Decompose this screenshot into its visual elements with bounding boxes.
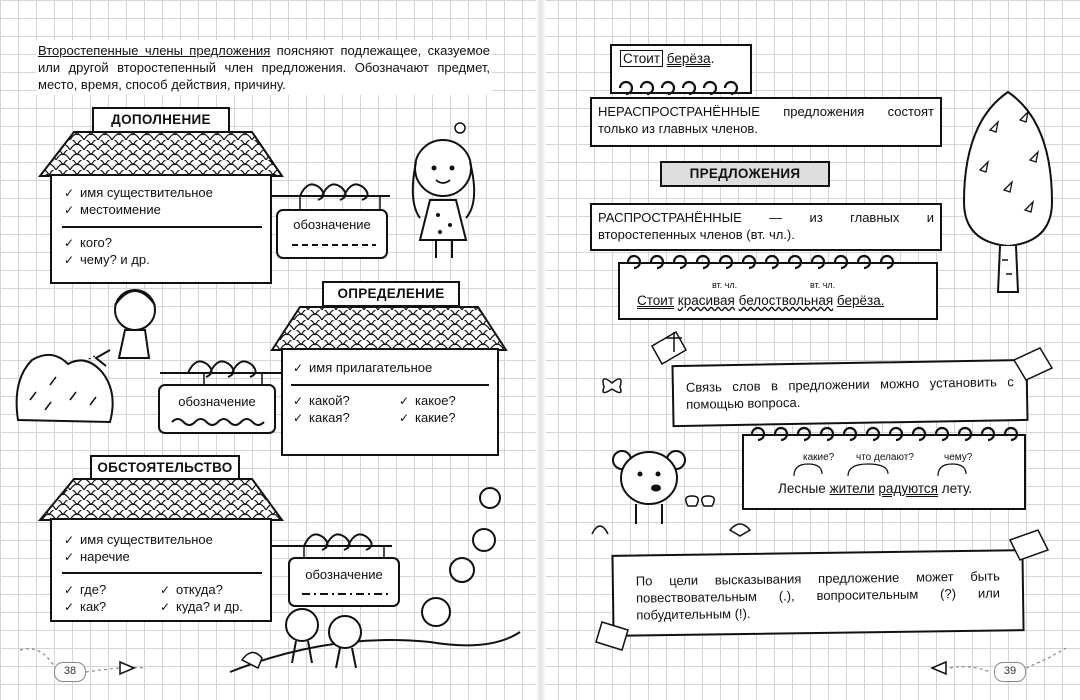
example3-sentence [778, 480, 972, 497]
example3-word3: радуются [878, 481, 938, 496]
example2-label-2: вт. чл. [810, 280, 836, 290]
wavy-line-symbol [172, 418, 264, 426]
obstoyatelstvo-part-2: ✓ наречие [64, 548, 130, 566]
example3-question-1: какие? [803, 452, 835, 463]
nonextended-box [590, 97, 942, 147]
sentences-heading: ПРЕДЛОЖЕНИЯ [660, 161, 830, 187]
book-spine [536, 0, 546, 700]
obstoyatelstvo-question-4: ✓ куда? и др. [160, 598, 243, 616]
dopolnenie-sign [276, 209, 388, 259]
opredelenie-question-2: ✓ какая? [293, 409, 350, 427]
extended-box [590, 203, 942, 251]
obstoyatelstvo-part-1: ✓ имя существительное [64, 531, 213, 549]
divider [62, 572, 262, 574]
opredelenie-part-1: ✓ имя прилагательное [293, 359, 432, 377]
opredelenie-box [281, 348, 499, 456]
example3-notepad [742, 434, 1026, 510]
link-note-box [671, 359, 1028, 427]
obstoyatelstvo-question-3: ✓ откуда? [160, 581, 223, 599]
example1-period: . [710, 51, 715, 66]
example2-word2: красивая [677, 293, 735, 308]
dopolnenie-sign-label: обозначение [293, 217, 371, 232]
example1-word1: Стоит [620, 50, 663, 67]
obstoyatelstvo-sign [288, 557, 400, 607]
intro-paragraph [36, 40, 492, 95]
extended-term: РАСПРОСТРАНЁННЫЕ [598, 210, 742, 225]
link-note-text: Связь слов в предложении можно установить с помощью вопроса. [685, 374, 1014, 412]
obstoyatelstvo-box [50, 518, 272, 622]
example2-word4: берёза. [836, 293, 885, 308]
purpose-note-box [611, 549, 1024, 637]
opredelenie-question-4: ✓ какие? [399, 409, 456, 427]
extended-text: — из главных и второстепенных членов (вт. чл.). [598, 210, 934, 242]
dopolnenie-box [50, 174, 272, 284]
example2-notepad [618, 262, 938, 320]
dopolnenie-part-2: ✓ местоимение [64, 201, 161, 219]
intro-term: Второстепенные члены предложения [38, 43, 271, 58]
example2-word3: белоствольная [738, 293, 834, 308]
purpose-note-text: По цели высказывания предложение может быть повествовательным (.), вопросительным (?) или побудительным (!). [635, 568, 1001, 623]
example1-sentence [620, 50, 714, 67]
dashed-line-symbol [292, 243, 376, 247]
dash-dot-line-symbol [302, 592, 388, 596]
dopolnenie-title: ДОПОЛНЕНИЕ [92, 107, 230, 133]
example2-sentence [637, 292, 884, 309]
nonextended-text: предложения состоят только из главных членов. [598, 104, 934, 136]
obstoyatelstvo-question-2: ✓ как? [64, 598, 106, 616]
example3-word4: лету. [941, 481, 973, 496]
obstoyatelstvo-title: ОБСТОЯТЕЛЬСТВО [90, 455, 240, 481]
pencil-line-right [0, 0, 1, 1]
opredelenie-sign [158, 384, 276, 434]
example1-word2: берёза [666, 51, 711, 66]
divider [62, 226, 262, 228]
nonextended-term: НЕРАСПРОСТРАНЁННЫЕ [598, 104, 760, 119]
intro-text: поясняют подлежащее, сказуемое или другой второстепенный член предложения. Обозначают предмет, место, время, способ действия, причину. [38, 43, 490, 92]
example3-question-2: что делают? [856, 452, 914, 463]
page-number-right: 39 [994, 662, 1026, 682]
opredelenie-question-3: ✓ какое? [399, 392, 456, 410]
example2-word1: Стоит [637, 293, 675, 308]
opredelenie-sign-label: обозначение [178, 394, 256, 409]
obstoyatelstvo-question-1: ✓ где? [64, 581, 106, 599]
dopolnenie-question-2: ✓ чему? и др. [64, 251, 150, 269]
obstoyatelstvo-sign-label: обозначение [305, 567, 383, 582]
dopolnenie-question-1: ✓ кого? [64, 234, 112, 252]
dopolnenie-part-1: ✓ имя существительное [64, 184, 213, 202]
opredelenie-title: ОПРЕДЕЛЕНИЕ [322, 281, 460, 307]
divider [291, 384, 489, 386]
example3-word2: жители [829, 481, 875, 496]
example3-word1: Лесные [778, 481, 826, 496]
page-number-left: 38 [54, 662, 86, 682]
opredelenie-question-1: ✓ какой? [293, 392, 350, 410]
example2-label-1: вт. чл. [712, 280, 738, 290]
example3-question-3: чему? [944, 452, 973, 463]
